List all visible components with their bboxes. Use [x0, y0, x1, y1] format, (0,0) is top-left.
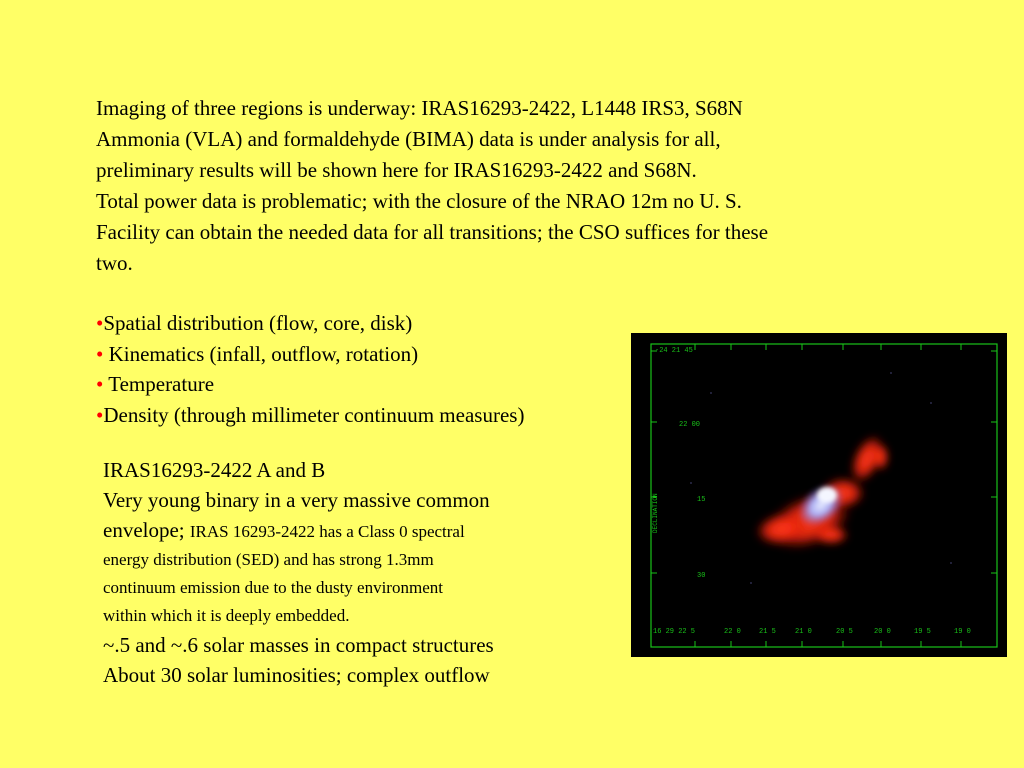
x-tick-label: 20 0: [874, 628, 891, 636]
intro-line: Ammonia (VLA) and formaldehyde (BIMA) data is under analysis for all,: [96, 127, 721, 151]
bullet-text: Temperature: [103, 372, 215, 396]
source-small-line: energy distribution (SED) and has strong 1.3mm: [103, 550, 434, 569]
bullet-text: Spatial distribution (flow, core, disk): [103, 311, 413, 335]
iras-image: [631, 333, 1007, 657]
source-line: [103, 515, 603, 546]
source-small-line: continuum emission due to the dusty environment: [103, 578, 443, 597]
intro-paragraph: [96, 93, 936, 279]
source-small-line: within which it is deeply embedded.: [103, 606, 350, 625]
bullet-item-kinematics: [96, 339, 636, 370]
bullet-marker: •: [96, 311, 104, 335]
intro-line: Total power data is problematic; with the closure of the NRAO 12m no U. S.: [96, 189, 742, 213]
x-tick-label: 20 5: [836, 628, 853, 636]
source-title: IRAS16293-2422 A and B: [103, 458, 326, 482]
y-tick-label: 30: [697, 572, 706, 580]
x-tick-label: 21 0: [795, 628, 812, 636]
intro-line: two.: [96, 251, 133, 275]
source-description: [103, 455, 603, 690]
bullet-marker: •: [96, 372, 104, 396]
y-tick-label: 22 00: [679, 421, 701, 429]
source-line-small: IRAS 16293-2422 has a Class 0 spectral: [189, 522, 465, 541]
intro-line: Imaging of three regions is underway: IRAS16293-2422, L1448 IRS3, S68N: [96, 96, 743, 120]
source-line-large: envelope;: [103, 518, 190, 542]
source-mass-line: ~.5 and ~.6 solar masses in compact structures: [103, 633, 494, 657]
bullet-text: Density (through millimeter continuum measures): [103, 402, 525, 427]
x-tick-label: 22 0: [724, 628, 741, 636]
y-tick-label: 15: [697, 496, 706, 504]
bullet-item-temperature: [96, 369, 636, 400]
iras-image-svg: [631, 333, 1007, 657]
x-tick-label: 19 0: [954, 628, 971, 636]
source-luminosity-line: About 30 solar luminosities; complex outflow: [103, 663, 490, 687]
bullet-text: Kinematics (infall, outflow, rotation): [103, 341, 419, 366]
y-tick-label: -24 21 45: [655, 347, 693, 355]
y-axis-label: DECLINATION: [652, 493, 659, 533]
x-tick-label: 21 5: [759, 628, 776, 636]
intro-line: preliminary results will be shown here for IRAS16293-2422 and S68N.: [96, 158, 697, 182]
bullet-item-spatial: [96, 308, 636, 339]
bullet-marker: •: [96, 341, 104, 366]
intro-line: Facility can obtain the needed data for all transitions; the CSO suffices for these: [96, 220, 769, 244]
bullet-marker: •: [96, 402, 104, 427]
x-tick-label: 16 29 22 5: [653, 628, 696, 636]
bullet-list: [96, 308, 636, 430]
x-tick-label: 19 5: [914, 628, 931, 636]
source-line: Very young binary in a very massive common: [103, 488, 490, 512]
bullet-item-density: [96, 400, 636, 431]
